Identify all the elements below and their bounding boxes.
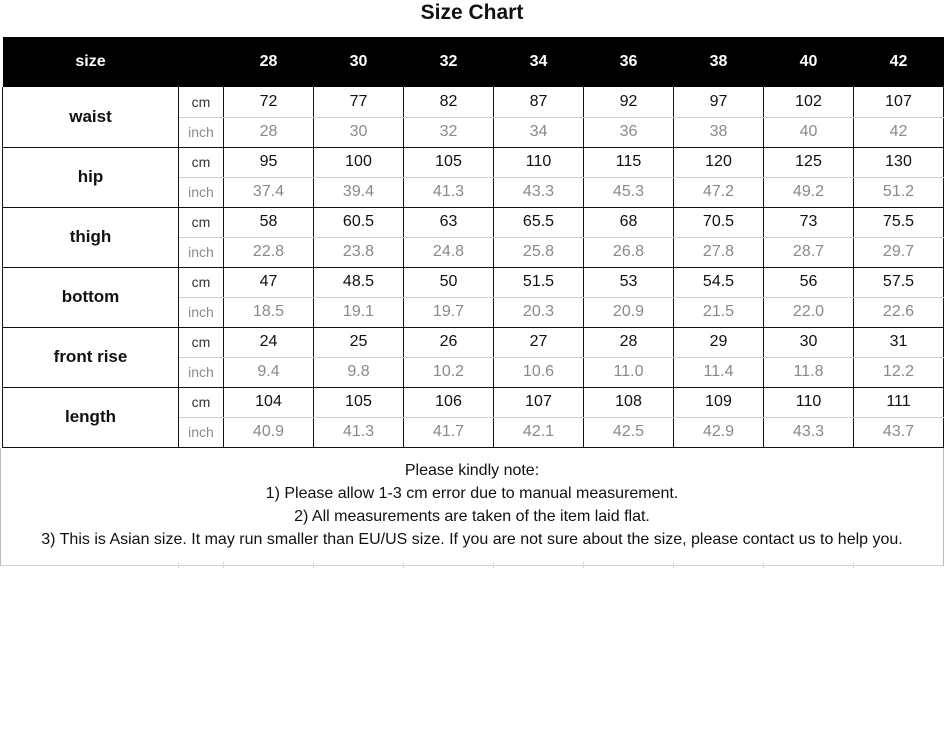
size-header-30: 30 [314, 37, 404, 87]
bottom-inch-value: 21.5 [674, 297, 764, 327]
note-heading: Please kindly note: [404, 462, 540, 479]
length-cm-value: 104 [224, 387, 314, 417]
bottom-inch-value: 22.0 [764, 297, 854, 327]
bottom-inch-value: 19.1 [314, 297, 404, 327]
length-cm-value: 105 [314, 387, 404, 417]
chart-body [3, 87, 944, 447]
hip-cm-value: 130 [854, 147, 944, 177]
front-rise-cm-value: 28 [584, 327, 674, 357]
note-line-3: 3) This is Asian size. It may run smaller than EU/US size. If you are not sure about the size, please contact us to help you. [41, 531, 903, 548]
hip-cm-row [3, 147, 944, 177]
waist-cm-value: 102 [764, 87, 854, 117]
hip-inch-value: 47.2 [674, 177, 764, 207]
length-cm-value: 108 [584, 387, 674, 417]
note-line-2: 2) All measurements are taken of the item laid flat. [294, 508, 650, 525]
thigh-cm-value: 70.5 [674, 207, 764, 237]
tick-mark [493, 562, 494, 568]
size-header-34: 34 [494, 37, 584, 87]
bottom-inch-value: 22.6 [854, 297, 944, 327]
hip-cm-value: 120 [674, 147, 764, 177]
header-row [3, 37, 944, 87]
bottom-cm-value: 48.5 [314, 267, 404, 297]
waist-inch-value: 30 [314, 117, 404, 147]
front-rise-inch-value: 11.0 [584, 357, 674, 387]
waist-cm-value: 97 [674, 87, 764, 117]
front-rise-inch-value: 9.8 [314, 357, 404, 387]
thigh-inch-value: 26.8 [584, 237, 674, 267]
thigh-inch-value: 29.7 [854, 237, 944, 267]
tick-mark [223, 562, 224, 568]
unit-cm-label: cm [179, 87, 224, 117]
length-inch-value: 42.5 [584, 417, 674, 447]
length-inch-value: 42.1 [494, 417, 584, 447]
tick-mark [853, 562, 854, 568]
tick-mark [403, 562, 404, 568]
waist-cm-value: 72 [224, 87, 314, 117]
tick-mark [178, 562, 179, 568]
size-chart-table [2, 37, 944, 448]
unit-inch-label: inch [179, 177, 224, 207]
thigh-inch-value: 27.8 [674, 237, 764, 267]
front-rise-cm-value: 24 [224, 327, 314, 357]
front-rise-inch-value: 11.4 [674, 357, 764, 387]
thigh-label: thigh [3, 207, 179, 267]
unit-inch-label: inch [179, 357, 224, 387]
waist-inch-value: 36 [584, 117, 674, 147]
bottom-inch-value: 20.9 [584, 297, 674, 327]
tick-mark [313, 562, 314, 568]
waist-inch-value: 40 [764, 117, 854, 147]
column-tick-marks [0, 562, 944, 568]
size-header-42: 42 [854, 37, 944, 87]
unit-inch-label: inch [179, 297, 224, 327]
thigh-cm-value: 65.5 [494, 207, 584, 237]
thigh-inch-value: 28.7 [764, 237, 854, 267]
bottom-label: bottom [3, 267, 179, 327]
front-rise-inch-value: 10.2 [404, 357, 494, 387]
hip-label: hip [3, 147, 179, 207]
length-label: length [3, 387, 179, 447]
bottom-cm-value: 50 [404, 267, 494, 297]
tick-mark [673, 562, 674, 568]
waist-inch-value: 38 [674, 117, 764, 147]
bottom-cm-value: 51.5 [494, 267, 584, 297]
hip-cm-value: 105 [404, 147, 494, 177]
length-cm-value: 111 [854, 387, 944, 417]
hip-cm-value: 95 [224, 147, 314, 177]
unit-inch-label: inch [179, 417, 224, 447]
waist-cm-row [3, 87, 944, 117]
hip-cm-value: 110 [494, 147, 584, 177]
front-rise-inch-value: 10.6 [494, 357, 584, 387]
front-rise-cm-row [3, 327, 944, 357]
thigh-cm-value: 58 [224, 207, 314, 237]
front-rise-label: front rise [3, 327, 179, 387]
bottom-cm-value: 57.5 [854, 267, 944, 297]
hip-inch-value: 49.2 [764, 177, 854, 207]
bottom-cm-value: 54.5 [674, 267, 764, 297]
page-title: Size Chart [420, 1, 524, 24]
unit-cm-label: cm [179, 267, 224, 297]
hip-cm-value: 100 [314, 147, 404, 177]
front-rise-cm-value: 30 [764, 327, 854, 357]
size-header-38: 38 [674, 37, 764, 87]
unit-cm-label: cm [179, 327, 224, 357]
thigh-cm-value: 60.5 [314, 207, 404, 237]
unit-inch-label: inch [179, 237, 224, 267]
front-rise-cm-value: 29 [674, 327, 764, 357]
front-rise-inch-value: 11.8 [764, 357, 854, 387]
hip-inch-value: 37.4 [224, 177, 314, 207]
length-inch-value: 42.9 [674, 417, 764, 447]
waist-cm-value: 77 [314, 87, 404, 117]
bottom-inch-value: 20.3 [494, 297, 584, 327]
front-rise-cm-value: 26 [404, 327, 494, 357]
unit-inch-label: inch [179, 117, 224, 147]
size-header-40: 40 [764, 37, 854, 87]
waist-inch-value: 34 [494, 117, 584, 147]
hip-inch-value: 45.3 [584, 177, 674, 207]
tick-mark [583, 562, 584, 568]
hip-cm-value: 125 [764, 147, 854, 177]
front-rise-cm-value: 31 [854, 327, 944, 357]
thigh-inch-value: 24.8 [404, 237, 494, 267]
front-rise-cm-value: 27 [494, 327, 584, 357]
front-rise-inch-value: 12.2 [854, 357, 944, 387]
front-rise-inch-value: 9.4 [224, 357, 314, 387]
front-rise-cm-value: 25 [314, 327, 404, 357]
length-cm-value: 109 [674, 387, 764, 417]
note-line-1: 1) Please allow 1-3 cm error due to manual measurement. [265, 485, 679, 502]
length-cm-value: 110 [764, 387, 854, 417]
waist-cm-value: 82 [404, 87, 494, 117]
thigh-cm-value: 73 [764, 207, 854, 237]
bottom-cm-value: 47 [224, 267, 314, 297]
length-inch-value: 41.7 [404, 417, 494, 447]
length-inch-value: 41.3 [314, 417, 404, 447]
length-inch-value: 43.3 [764, 417, 854, 447]
hip-inch-value: 39.4 [314, 177, 404, 207]
hip-inch-value: 51.2 [854, 177, 944, 207]
thigh-cm-row [3, 207, 944, 237]
unit-cm-label: cm [179, 147, 224, 177]
bottom-cm-value: 56 [764, 267, 854, 297]
bottom-inch-value: 18.5 [224, 297, 314, 327]
thigh-cm-value: 63 [404, 207, 494, 237]
waist-label: waist [3, 87, 179, 147]
size-header-label: size [3, 37, 179, 87]
length-cm-value: 106 [404, 387, 494, 417]
size-header-36: 36 [584, 37, 674, 87]
bottom-cm-row [3, 267, 944, 297]
unit-header-blank [179, 37, 224, 87]
size-header-32: 32 [404, 37, 494, 87]
unit-cm-label: cm [179, 207, 224, 237]
size-notes [0, 448, 944, 566]
thigh-inch-value: 22.8 [224, 237, 314, 267]
bottom-cm-value: 53 [584, 267, 674, 297]
waist-inch-value: 32 [404, 117, 494, 147]
thigh-cm-value: 68 [584, 207, 674, 237]
length-inch-value: 43.7 [854, 417, 944, 447]
hip-inch-value: 41.3 [404, 177, 494, 207]
waist-inch-value: 28 [224, 117, 314, 147]
waist-inch-value: 42 [854, 117, 944, 147]
hip-cm-value: 115 [584, 147, 674, 177]
unit-cm-label: cm [179, 387, 224, 417]
hip-inch-value: 43.3 [494, 177, 584, 207]
size-header-28: 28 [224, 37, 314, 87]
thigh-cm-value: 75.5 [854, 207, 944, 237]
thigh-inch-value: 23.8 [314, 237, 404, 267]
length-cm-row [3, 387, 944, 417]
waist-cm-value: 92 [584, 87, 674, 117]
length-inch-value: 40.9 [224, 417, 314, 447]
waist-cm-value: 107 [854, 87, 944, 117]
thigh-inch-value: 25.8 [494, 237, 584, 267]
tick-mark [763, 562, 764, 568]
length-cm-value: 107 [494, 387, 584, 417]
bottom-inch-value: 19.7 [404, 297, 494, 327]
waist-cm-value: 87 [494, 87, 584, 117]
